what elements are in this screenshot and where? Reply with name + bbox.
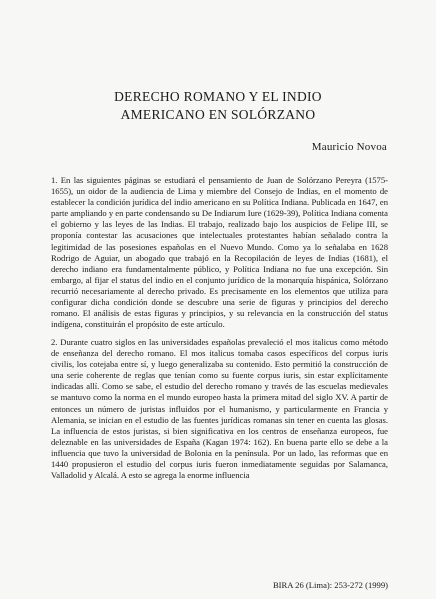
article-title-line-1: DERECHO ROMANO Y EL INDIO [114, 89, 322, 104]
paragraph-1 [51, 175, 388, 330]
article-title-line-2: AMERICANO EN SOLÓRZANO [120, 107, 316, 122]
author-name: Mauricio Novoa [311, 141, 387, 153]
paragraph-1-text: 1. En las siguientes páginas se estudiará el pensamiento de Juan de Solórzano Pereyra (1575-1655), un oidor de la audiencia de Lima y miembre del Consejo de Indias, en el momento de establecer la condición jurídica del indio americano en su Política Indiana. Publicada en 1647, en parte ampliando y en parte condensando su De Indiarum Iure (1629-39), Política Indiana comenta el gobierno y las leyes de las Indias. El trabajo, realizado bajo los auspicios de Felipe III, se proponía contestar las acusaciones que intelectuales protestantes habían señalado contra la legitimidad de las posesiones españolas en el Nuevo Mundo. Como ya lo señalaba en 1628 Rodrigo de Aguiar, un abogado que trabajó en la Recopilación de leyes de Indias (1681), el derecho indiano era fundamentalmente público, y Política Indiana no fue una excepción. Sin embargo, al fijar el status del indio en el conjunto jurídico de la monarquía hispánica, Solórzano recurrió necesariamente al derecho privado. Es precisamente en los elementos que utiliza para configurar dicha condición donde se descubre una serie de figuras y principios del derecho romano. El análisis de estas figuras y principios, y su relevancia en la construcción del status indígena, constituirán el propósito de este artículo. [51, 175, 388, 330]
journal-citation-footer: BIRA 26 (Lima): 253-272 (1999) [272, 580, 388, 590]
paragraph-2 [51, 337, 388, 481]
paragraph-2-text: 2. Durante cuatro siglos en las universidades españolas prevaleció el mos italicus como método de enseñanza del derecho romano. El mos italicus tomaba casos específicos del corpus iuris civilis, los cotejaba entre sí, y luego generalizaba su contenido. Esto permitió la construcción de una serie coherente de reglas que tenían como su fuente corpus iuris, sin estar explícitamente indicadas allí. Como se sabe, el estudio del derecho romano y través de las escuelas medievales se mantuvo como la norma en el mundo europeo hasta la primera mitad del siglo XV. A partir de entonces un número de juristas influidos por el humanismo, y particularmente en Francia y Alemania, se inician en el estudio de las fuentes jurídicas romanas sin tener en cuenta las glosas. La influencia de estos juristas, si bien significativa en los centros de enseñanza europeos, fue deleznable en las universidades de España (Kagan 1974: 162). En buena parte ello se debe a la influencia que tuvo la universidad de Bolonia en la península. Por un lado, las reformas que en 1440 propusieron el estudio del corpus iuris fueron inmediatamente seguidas por Salamanca, Valladolid y Alcalá. A esto se agrega la enorme influencia [51, 337, 388, 481]
